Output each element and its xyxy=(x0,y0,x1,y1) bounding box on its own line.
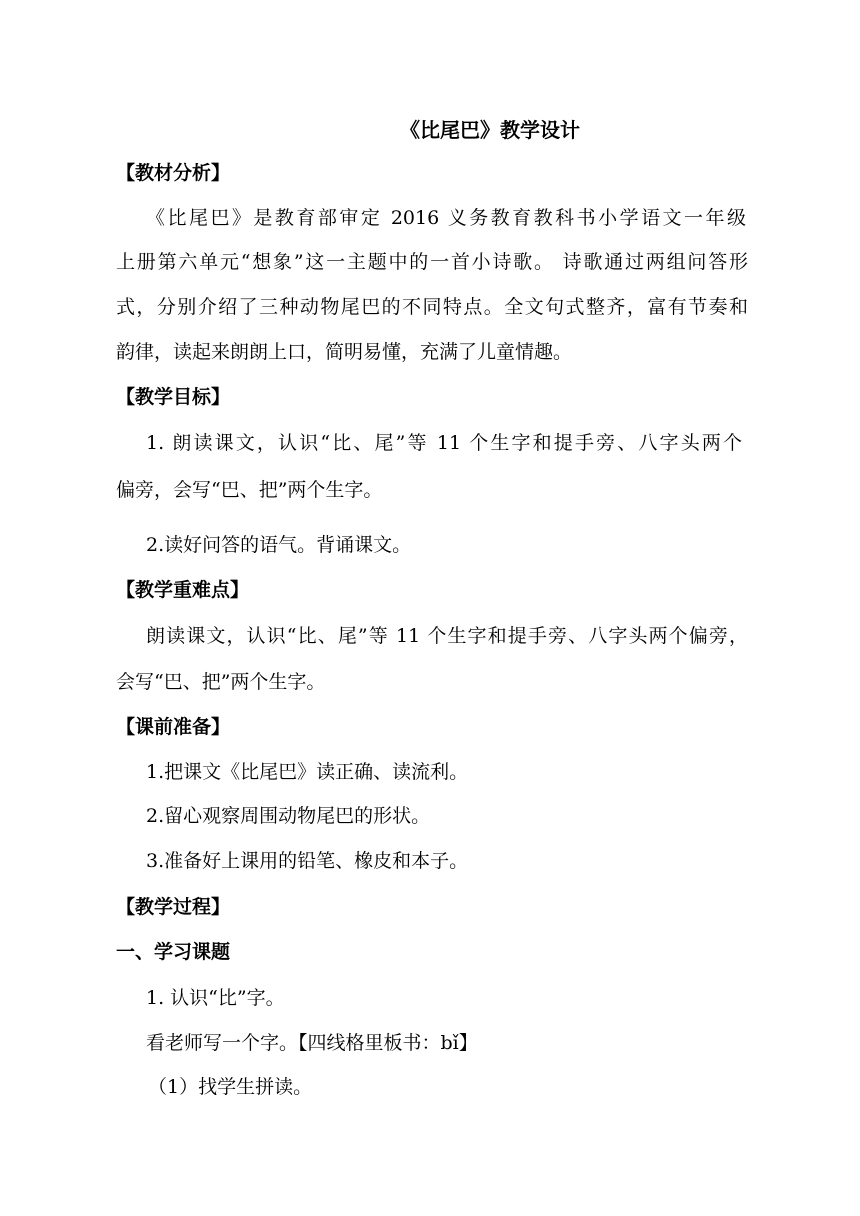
paragraph-line: 朗读课文，认识“比、尾”等 11 个生字和提手旁、八字头两个偏旁， xyxy=(146,625,748,647)
section-heading-process: 【教学过程】 xyxy=(116,896,231,918)
paragraph-line: 1. 认识“比”字。 xyxy=(146,987,285,1009)
sub-heading: 一、学习课题 xyxy=(116,941,231,963)
paragraph-line: 韵律，读起来朗朗上口，简明易懂，充满了儿童情趣。 xyxy=(116,341,573,363)
paragraph-line: 偏旁，会写“巴、把”两个生字。 xyxy=(116,479,383,501)
paragraph-line: 上册第六单元“想象”这一主题中的一首小诗歌。 诗歌通过两组问答形 xyxy=(116,251,748,273)
list-item: 1.把课文《比尾巴》读正确、读流利。 xyxy=(146,761,469,783)
page-title: 《比尾巴》教学设计 xyxy=(400,118,580,142)
paragraph-line: 看老师写一个字。【四线格里板书：bǐ】 xyxy=(146,1032,478,1054)
paragraph-line: 式，分别介绍了三种动物尾巴的不同特点。全文句式整齐，富有节奏和 xyxy=(116,296,748,318)
section-heading-keypoints: 【教学重难点】 xyxy=(116,579,250,601)
paragraph-line: （1）找学生拼读。 xyxy=(148,1076,313,1098)
paragraph-line: 会写“巴、把”两个生字。 xyxy=(116,671,326,693)
paragraph-line: 《比尾巴》是教育部审定 2016 义务教育教科书小学语文一年级 xyxy=(146,207,746,229)
paragraph-line: 1. 朗读课文，认识“比、尾”等 11 个生字和提手旁、八字头两个 xyxy=(146,432,742,454)
section-heading-goals: 【教学目标】 xyxy=(116,386,231,408)
list-item: 2.留心观察周围动物尾巴的形状。 xyxy=(146,805,431,827)
section-heading-prep: 【课前准备】 xyxy=(116,716,231,738)
list-item: 3.准备好上课用的铅笔、橡皮和本子。 xyxy=(146,850,469,872)
section-heading-analysis: 【教材分析】 xyxy=(116,162,231,184)
paragraph-line: 2.读好问答的语气。背诵课文。 xyxy=(146,534,412,556)
